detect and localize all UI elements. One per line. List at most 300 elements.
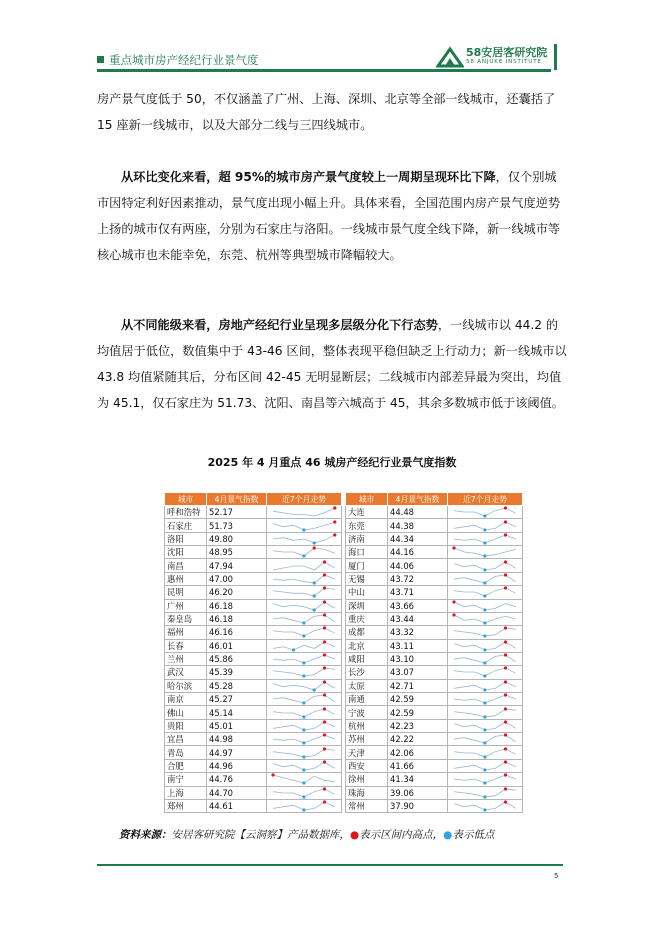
city-cell: 长春 bbox=[165, 639, 207, 652]
high-point bbox=[452, 547, 455, 550]
trend-sparkline bbox=[448, 586, 522, 598]
low-point bbox=[483, 675, 486, 678]
city-cell: 重庆 bbox=[346, 612, 388, 625]
trend-cell bbox=[267, 626, 342, 639]
city-cell: 珠海 bbox=[346, 786, 388, 799]
trend-sparkline bbox=[267, 666, 341, 678]
high-point bbox=[323, 613, 326, 616]
city-cell: 秦皇岛 bbox=[165, 612, 207, 625]
trend-cell bbox=[448, 693, 523, 706]
low-point bbox=[483, 742, 486, 745]
city-cell: 南宁 bbox=[165, 773, 207, 786]
trend-cell bbox=[267, 773, 342, 786]
low-point bbox=[483, 568, 486, 571]
trend-sparkline bbox=[448, 626, 522, 638]
logo-cn: 58安居客研究院 bbox=[466, 46, 548, 59]
trend-cell bbox=[267, 559, 342, 572]
header-index-2: 4月景气指数 bbox=[388, 493, 448, 506]
trend-sparkline bbox=[448, 707, 522, 719]
trend-sparkline bbox=[267, 640, 341, 652]
trend-sparkline bbox=[448, 653, 522, 665]
city-cell: 南昌 bbox=[165, 559, 207, 572]
city-cell: 济南 bbox=[346, 532, 388, 545]
trend-sparkline bbox=[448, 747, 522, 759]
city-cell: 杭州 bbox=[346, 719, 388, 732]
city-cell: 东莞 bbox=[346, 519, 388, 532]
trend-cell bbox=[448, 586, 523, 599]
high-point bbox=[333, 533, 336, 536]
trend-sparkline bbox=[267, 760, 341, 772]
trend-cell bbox=[448, 639, 523, 652]
paragraph-1-text: 房产景气度低于 50，不仅涵盖了广州、上海、深圳、北京等全部一线城市，还囊括了 15 座新一线城市，以及大部分二线与三四线城市。 bbox=[97, 92, 556, 132]
trend-sparkline bbox=[448, 613, 522, 625]
trend-sparkline bbox=[448, 533, 522, 545]
trend-sparkline bbox=[267, 546, 341, 558]
high-point bbox=[313, 547, 316, 550]
trend-cell bbox=[448, 786, 523, 799]
trend-sparkline bbox=[448, 506, 522, 518]
table-row bbox=[165, 733, 523, 746]
trend-cell bbox=[448, 559, 523, 572]
city-cell: 南通 bbox=[346, 693, 388, 706]
index-cell: 45.01 bbox=[207, 719, 267, 732]
high-point bbox=[504, 573, 507, 576]
high-point bbox=[323, 734, 326, 737]
high-point bbox=[323, 694, 326, 697]
low-point bbox=[302, 768, 305, 771]
page-number: 5 bbox=[554, 872, 559, 880]
table-row bbox=[165, 599, 523, 612]
index-cell: 44.61 bbox=[207, 799, 267, 812]
city-cell: 深圳 bbox=[346, 599, 388, 612]
trend-sparkline bbox=[448, 666, 522, 678]
city-cell: 郑州 bbox=[165, 799, 207, 812]
low-point bbox=[302, 795, 305, 798]
city-cell: 常州 bbox=[346, 799, 388, 812]
low-point bbox=[483, 555, 486, 558]
index-cell: 52.17 bbox=[207, 506, 267, 519]
index-cell: 42.22 bbox=[388, 733, 448, 746]
trend-cell bbox=[267, 572, 342, 585]
low-point bbox=[292, 648, 295, 651]
table-row bbox=[165, 532, 523, 545]
table-row bbox=[165, 506, 523, 519]
trend-cell bbox=[267, 799, 342, 812]
trend-sparkline bbox=[267, 800, 341, 812]
footer-rule bbox=[97, 864, 563, 866]
city-cell: 合肥 bbox=[165, 759, 207, 772]
table-row bbox=[165, 799, 523, 812]
trend-sparkline bbox=[448, 800, 522, 812]
index-cell: 51.73 bbox=[207, 519, 267, 532]
high-point bbox=[323, 654, 326, 657]
low-point bbox=[302, 755, 305, 758]
trend-sparkline bbox=[448, 773, 522, 785]
index-cell: 44.98 bbox=[207, 733, 267, 746]
high-point bbox=[504, 587, 507, 590]
high-point bbox=[504, 720, 507, 723]
table-row bbox=[165, 679, 523, 692]
trend-cell bbox=[267, 652, 342, 665]
low-point bbox=[302, 528, 305, 531]
high-point bbox=[323, 627, 326, 630]
index-cell: 48.95 bbox=[207, 546, 267, 559]
header-rule bbox=[97, 69, 551, 72]
trend-sparkline bbox=[267, 586, 341, 598]
table-row bbox=[165, 586, 523, 599]
city-cell: 咸阳 bbox=[346, 652, 388, 665]
trend-cell bbox=[448, 746, 523, 759]
table-row bbox=[165, 786, 523, 799]
trend-sparkline bbox=[448, 640, 522, 652]
low-point bbox=[483, 808, 486, 811]
low-point bbox=[483, 608, 486, 611]
high-point bbox=[323, 640, 326, 643]
paragraph-3-text: ，一线城市以 44.2 的均值居于低位，数值集中于 43-46 区间，整体表现平稳但缺乏上行动力；新一线城市以 43.8 均值紧随其后，分布区间 42-45 无明显断层；二线城市内部差异最为突出，均值为 45.1，仅石家庄为 51.73、沈阳、南昌等六城高于 45，其余多数城市低于该阈值。 bbox=[97, 318, 567, 410]
source-low-text: 表示低点 bbox=[452, 829, 495, 841]
low-dot-icon: ● bbox=[443, 829, 453, 841]
trend-cell bbox=[448, 706, 523, 719]
header-index: 4月景气指数 bbox=[207, 493, 267, 506]
high-point bbox=[333, 520, 336, 523]
trend-line bbox=[273, 508, 335, 516]
city-cell: 厦门 bbox=[346, 559, 388, 572]
table-row bbox=[165, 572, 523, 585]
high-point bbox=[452, 613, 455, 616]
index-cell: 42.71 bbox=[388, 679, 448, 692]
index-cell: 44.70 bbox=[207, 786, 267, 799]
high-point bbox=[323, 720, 326, 723]
trend-sparkline bbox=[448, 787, 522, 799]
index-cell: 43.72 bbox=[388, 572, 448, 585]
low-point bbox=[483, 728, 486, 731]
trend-sparkline bbox=[448, 680, 522, 692]
trend-sparkline bbox=[267, 560, 341, 572]
low-point bbox=[313, 608, 316, 611]
low-point bbox=[483, 755, 486, 758]
low-point bbox=[302, 728, 305, 731]
paragraph-2-lead: 从环比变化来看，超 95%的城市房产景气度较上一周期呈现环比下降 bbox=[121, 170, 496, 184]
low-point bbox=[302, 635, 305, 638]
paragraph-3-lead: 从不同能级来看，房地产经纪行业呈现多层级分化下行态势 bbox=[121, 318, 438, 332]
index-cell: 41.34 bbox=[388, 773, 448, 786]
high-dot-icon: ● bbox=[350, 829, 360, 841]
low-point bbox=[483, 515, 486, 518]
trend-cell bbox=[448, 679, 523, 692]
index-cell: 44.34 bbox=[388, 532, 448, 545]
trend-sparkline bbox=[267, 626, 341, 638]
trend-cell bbox=[448, 612, 523, 625]
index-cell: 44.38 bbox=[388, 519, 448, 532]
table-row bbox=[165, 693, 523, 706]
trend-sparkline bbox=[448, 520, 522, 532]
table-row bbox=[165, 652, 523, 665]
high-point bbox=[323, 787, 326, 790]
table-row bbox=[165, 626, 523, 639]
trend-sparkline bbox=[267, 693, 341, 705]
trend-sparkline bbox=[448, 546, 522, 558]
city-cell: 沈阳 bbox=[165, 546, 207, 559]
trend-line bbox=[273, 535, 335, 543]
low-point bbox=[483, 621, 486, 624]
high-point bbox=[504, 747, 507, 750]
high-point bbox=[504, 707, 507, 710]
high-point bbox=[504, 520, 507, 523]
header-city: 城市 bbox=[165, 493, 207, 506]
index-cell: 42.23 bbox=[388, 719, 448, 732]
header-city-2: 城市 bbox=[346, 493, 388, 506]
high-point bbox=[504, 627, 507, 630]
low-point bbox=[483, 688, 486, 691]
high-point bbox=[504, 680, 507, 683]
trend-cell bbox=[267, 666, 342, 679]
trend-cell bbox=[448, 546, 523, 559]
city-cell: 呼和浩特 bbox=[165, 506, 207, 519]
index-cell: 47.00 bbox=[207, 572, 267, 585]
trend-cell bbox=[448, 599, 523, 612]
trend-cell bbox=[267, 532, 342, 545]
high-point bbox=[323, 600, 326, 603]
trend-sparkline bbox=[267, 600, 341, 612]
header-trend-2: 近7个月走势 bbox=[448, 493, 523, 506]
logo-en: 58 ANJUKE INSTITUTE bbox=[466, 59, 542, 65]
high-point bbox=[452, 600, 455, 603]
index-cell: 43.11 bbox=[388, 639, 448, 652]
trend-cell bbox=[448, 652, 523, 665]
high-point bbox=[504, 667, 507, 670]
high-point bbox=[323, 800, 326, 803]
trend-cell bbox=[448, 626, 523, 639]
city-cell: 广州 bbox=[165, 599, 207, 612]
high-point bbox=[504, 507, 507, 510]
city-cell: 贵阳 bbox=[165, 719, 207, 732]
index-cell: 37.90 bbox=[388, 799, 448, 812]
high-point bbox=[271, 774, 274, 777]
high-point bbox=[323, 760, 326, 763]
city-cell: 苏州 bbox=[346, 733, 388, 746]
low-point bbox=[302, 742, 305, 745]
index-cell: 44.96 bbox=[207, 759, 267, 772]
high-point bbox=[504, 760, 507, 763]
high-point bbox=[323, 587, 326, 590]
index-cell: 42.59 bbox=[388, 706, 448, 719]
city-cell: 洛阳 bbox=[165, 532, 207, 545]
high-point bbox=[504, 640, 507, 643]
low-point bbox=[483, 662, 486, 665]
table-row bbox=[165, 639, 523, 652]
city-cell: 南京 bbox=[165, 693, 207, 706]
trend-cell bbox=[448, 759, 523, 772]
trend-sparkline bbox=[267, 733, 341, 745]
table-row bbox=[165, 519, 523, 532]
high-point bbox=[504, 734, 507, 737]
city-cell: 佛山 bbox=[165, 706, 207, 719]
index-cell: 44.97 bbox=[207, 746, 267, 759]
table-header-row bbox=[165, 493, 523, 506]
trend-sparkline bbox=[267, 613, 341, 625]
trend-cell bbox=[267, 786, 342, 799]
trend-sparkline bbox=[267, 680, 341, 692]
index-cell: 45.86 bbox=[207, 652, 267, 665]
city-cell: 成都 bbox=[346, 626, 388, 639]
trend-sparkline bbox=[267, 520, 341, 532]
high-point bbox=[323, 707, 326, 710]
trend-sparkline bbox=[448, 733, 522, 745]
low-point bbox=[302, 675, 305, 678]
trend-sparkline bbox=[267, 773, 341, 785]
trend-sparkline bbox=[448, 693, 522, 705]
source-label: 资料来源： bbox=[119, 829, 172, 841]
high-point bbox=[323, 747, 326, 750]
table-row bbox=[165, 559, 523, 572]
trend-sparkline bbox=[448, 720, 522, 732]
city-cell: 宜昌 bbox=[165, 733, 207, 746]
trend-cell bbox=[448, 733, 523, 746]
source-high-text: 表示区间内高点， bbox=[359, 829, 444, 841]
trend-cell bbox=[267, 679, 342, 692]
trend-cell bbox=[448, 506, 523, 519]
index-cell: 45.14 bbox=[207, 706, 267, 719]
city-cell: 上海 bbox=[165, 786, 207, 799]
trend-sparkline bbox=[267, 653, 341, 665]
trend-sparkline bbox=[448, 560, 522, 572]
trend-sparkline bbox=[448, 760, 522, 772]
index-cell: 44.06 bbox=[388, 559, 448, 572]
high-point bbox=[323, 680, 326, 683]
trend-cell bbox=[448, 519, 523, 532]
low-point bbox=[313, 541, 316, 544]
trend-cell bbox=[267, 599, 342, 612]
index-cell: 42.59 bbox=[388, 693, 448, 706]
index-cell: 43.44 bbox=[388, 612, 448, 625]
trend-sparkline bbox=[267, 506, 341, 518]
high-point bbox=[504, 533, 507, 536]
high-point bbox=[333, 507, 336, 510]
index-cell: 46.01 bbox=[207, 639, 267, 652]
city-cell: 宁波 bbox=[346, 706, 388, 719]
index-cell: 45.39 bbox=[207, 666, 267, 679]
low-point bbox=[302, 555, 305, 558]
index-cell: 47.94 bbox=[207, 559, 267, 572]
index-table bbox=[164, 492, 523, 813]
low-point bbox=[483, 581, 486, 584]
header-square-icon bbox=[97, 56, 104, 63]
trend-sparkline bbox=[267, 787, 341, 799]
trend-sparkline bbox=[267, 533, 341, 545]
trend-cell bbox=[267, 733, 342, 746]
city-cell: 中山 bbox=[346, 586, 388, 599]
trend-cell bbox=[267, 506, 342, 519]
high-point bbox=[504, 787, 507, 790]
table-row bbox=[165, 706, 523, 719]
city-cell: 大连 bbox=[346, 506, 388, 519]
index-cell: 43.32 bbox=[388, 626, 448, 639]
high-point bbox=[323, 560, 326, 563]
low-point bbox=[483, 795, 486, 798]
trend-cell bbox=[448, 666, 523, 679]
city-cell: 惠州 bbox=[165, 572, 207, 585]
high-point bbox=[323, 573, 326, 576]
low-point bbox=[302, 715, 305, 718]
city-cell: 徐州 bbox=[346, 773, 388, 786]
index-cell: 39.06 bbox=[388, 786, 448, 799]
index-cell: 46.20 bbox=[207, 586, 267, 599]
city-cell: 海口 bbox=[346, 546, 388, 559]
logo-house-icon bbox=[436, 46, 464, 68]
low-point bbox=[313, 688, 316, 691]
trend-sparkline bbox=[267, 707, 341, 719]
low-point bbox=[302, 662, 305, 665]
city-cell: 武汉 bbox=[165, 666, 207, 679]
table-row bbox=[165, 612, 523, 625]
high-point bbox=[504, 800, 507, 803]
paragraph-1 bbox=[97, 86, 567, 138]
trend-cell bbox=[448, 773, 523, 786]
table-row bbox=[165, 666, 523, 679]
low-point bbox=[483, 702, 486, 705]
trend-cell bbox=[267, 706, 342, 719]
trend-cell bbox=[267, 612, 342, 625]
city-cell: 青岛 bbox=[165, 746, 207, 759]
header-trend: 近7个月走势 bbox=[267, 493, 342, 506]
trend-sparkline bbox=[267, 747, 341, 759]
city-cell: 无锡 bbox=[346, 572, 388, 585]
low-point bbox=[302, 808, 305, 811]
index-cell: 43.07 bbox=[388, 666, 448, 679]
high-point bbox=[323, 667, 326, 670]
trend-cell bbox=[267, 746, 342, 759]
header-title-text: 重点城市房产经纪行业景气度 bbox=[109, 53, 259, 67]
trend-cell bbox=[267, 759, 342, 772]
low-point bbox=[483, 635, 486, 638]
city-cell: 西安 bbox=[346, 759, 388, 772]
trend-cell bbox=[267, 586, 342, 599]
trend-sparkline bbox=[448, 573, 522, 585]
index-cell: 44.76 bbox=[207, 773, 267, 786]
index-cell: 44.48 bbox=[388, 506, 448, 519]
low-point bbox=[483, 595, 486, 598]
low-point bbox=[302, 782, 305, 785]
index-cell: 43.66 bbox=[388, 599, 448, 612]
trend-cell bbox=[267, 546, 342, 559]
trend-sparkline bbox=[267, 573, 341, 585]
low-point bbox=[483, 782, 486, 785]
index-cell: 49.80 bbox=[207, 532, 267, 545]
low-point bbox=[302, 621, 305, 624]
city-cell: 太原 bbox=[346, 679, 388, 692]
trend-cell bbox=[267, 693, 342, 706]
table-row bbox=[165, 546, 523, 559]
trend-cell bbox=[448, 719, 523, 732]
header-title bbox=[97, 52, 259, 68]
city-cell: 北京 bbox=[346, 639, 388, 652]
low-point bbox=[483, 648, 486, 651]
paragraph-2-text: ，仅个别城市因特定利好因素推动，景气度出现小幅上升。具体来看，全国范围内房产景气度逆势上扬的城市仅有两座，分别为石家庄与洛阳。一线城市景气度全线下降，新一线城市等核心城市也未能幸免，东莞、杭州等典型城市降幅较大。 bbox=[97, 170, 561, 262]
trend-sparkline bbox=[448, 600, 522, 612]
trend-cell bbox=[267, 719, 342, 732]
low-point bbox=[313, 595, 316, 598]
index-cell: 45.27 bbox=[207, 693, 267, 706]
index-cell: 42.06 bbox=[388, 746, 448, 759]
low-point bbox=[483, 768, 486, 771]
high-point bbox=[504, 654, 507, 657]
table-row bbox=[165, 773, 523, 786]
index-cell: 46.18 bbox=[207, 612, 267, 625]
index-cell: 44.16 bbox=[388, 546, 448, 559]
trend-cell bbox=[267, 519, 342, 532]
logo bbox=[436, 44, 546, 70]
high-point bbox=[504, 774, 507, 777]
